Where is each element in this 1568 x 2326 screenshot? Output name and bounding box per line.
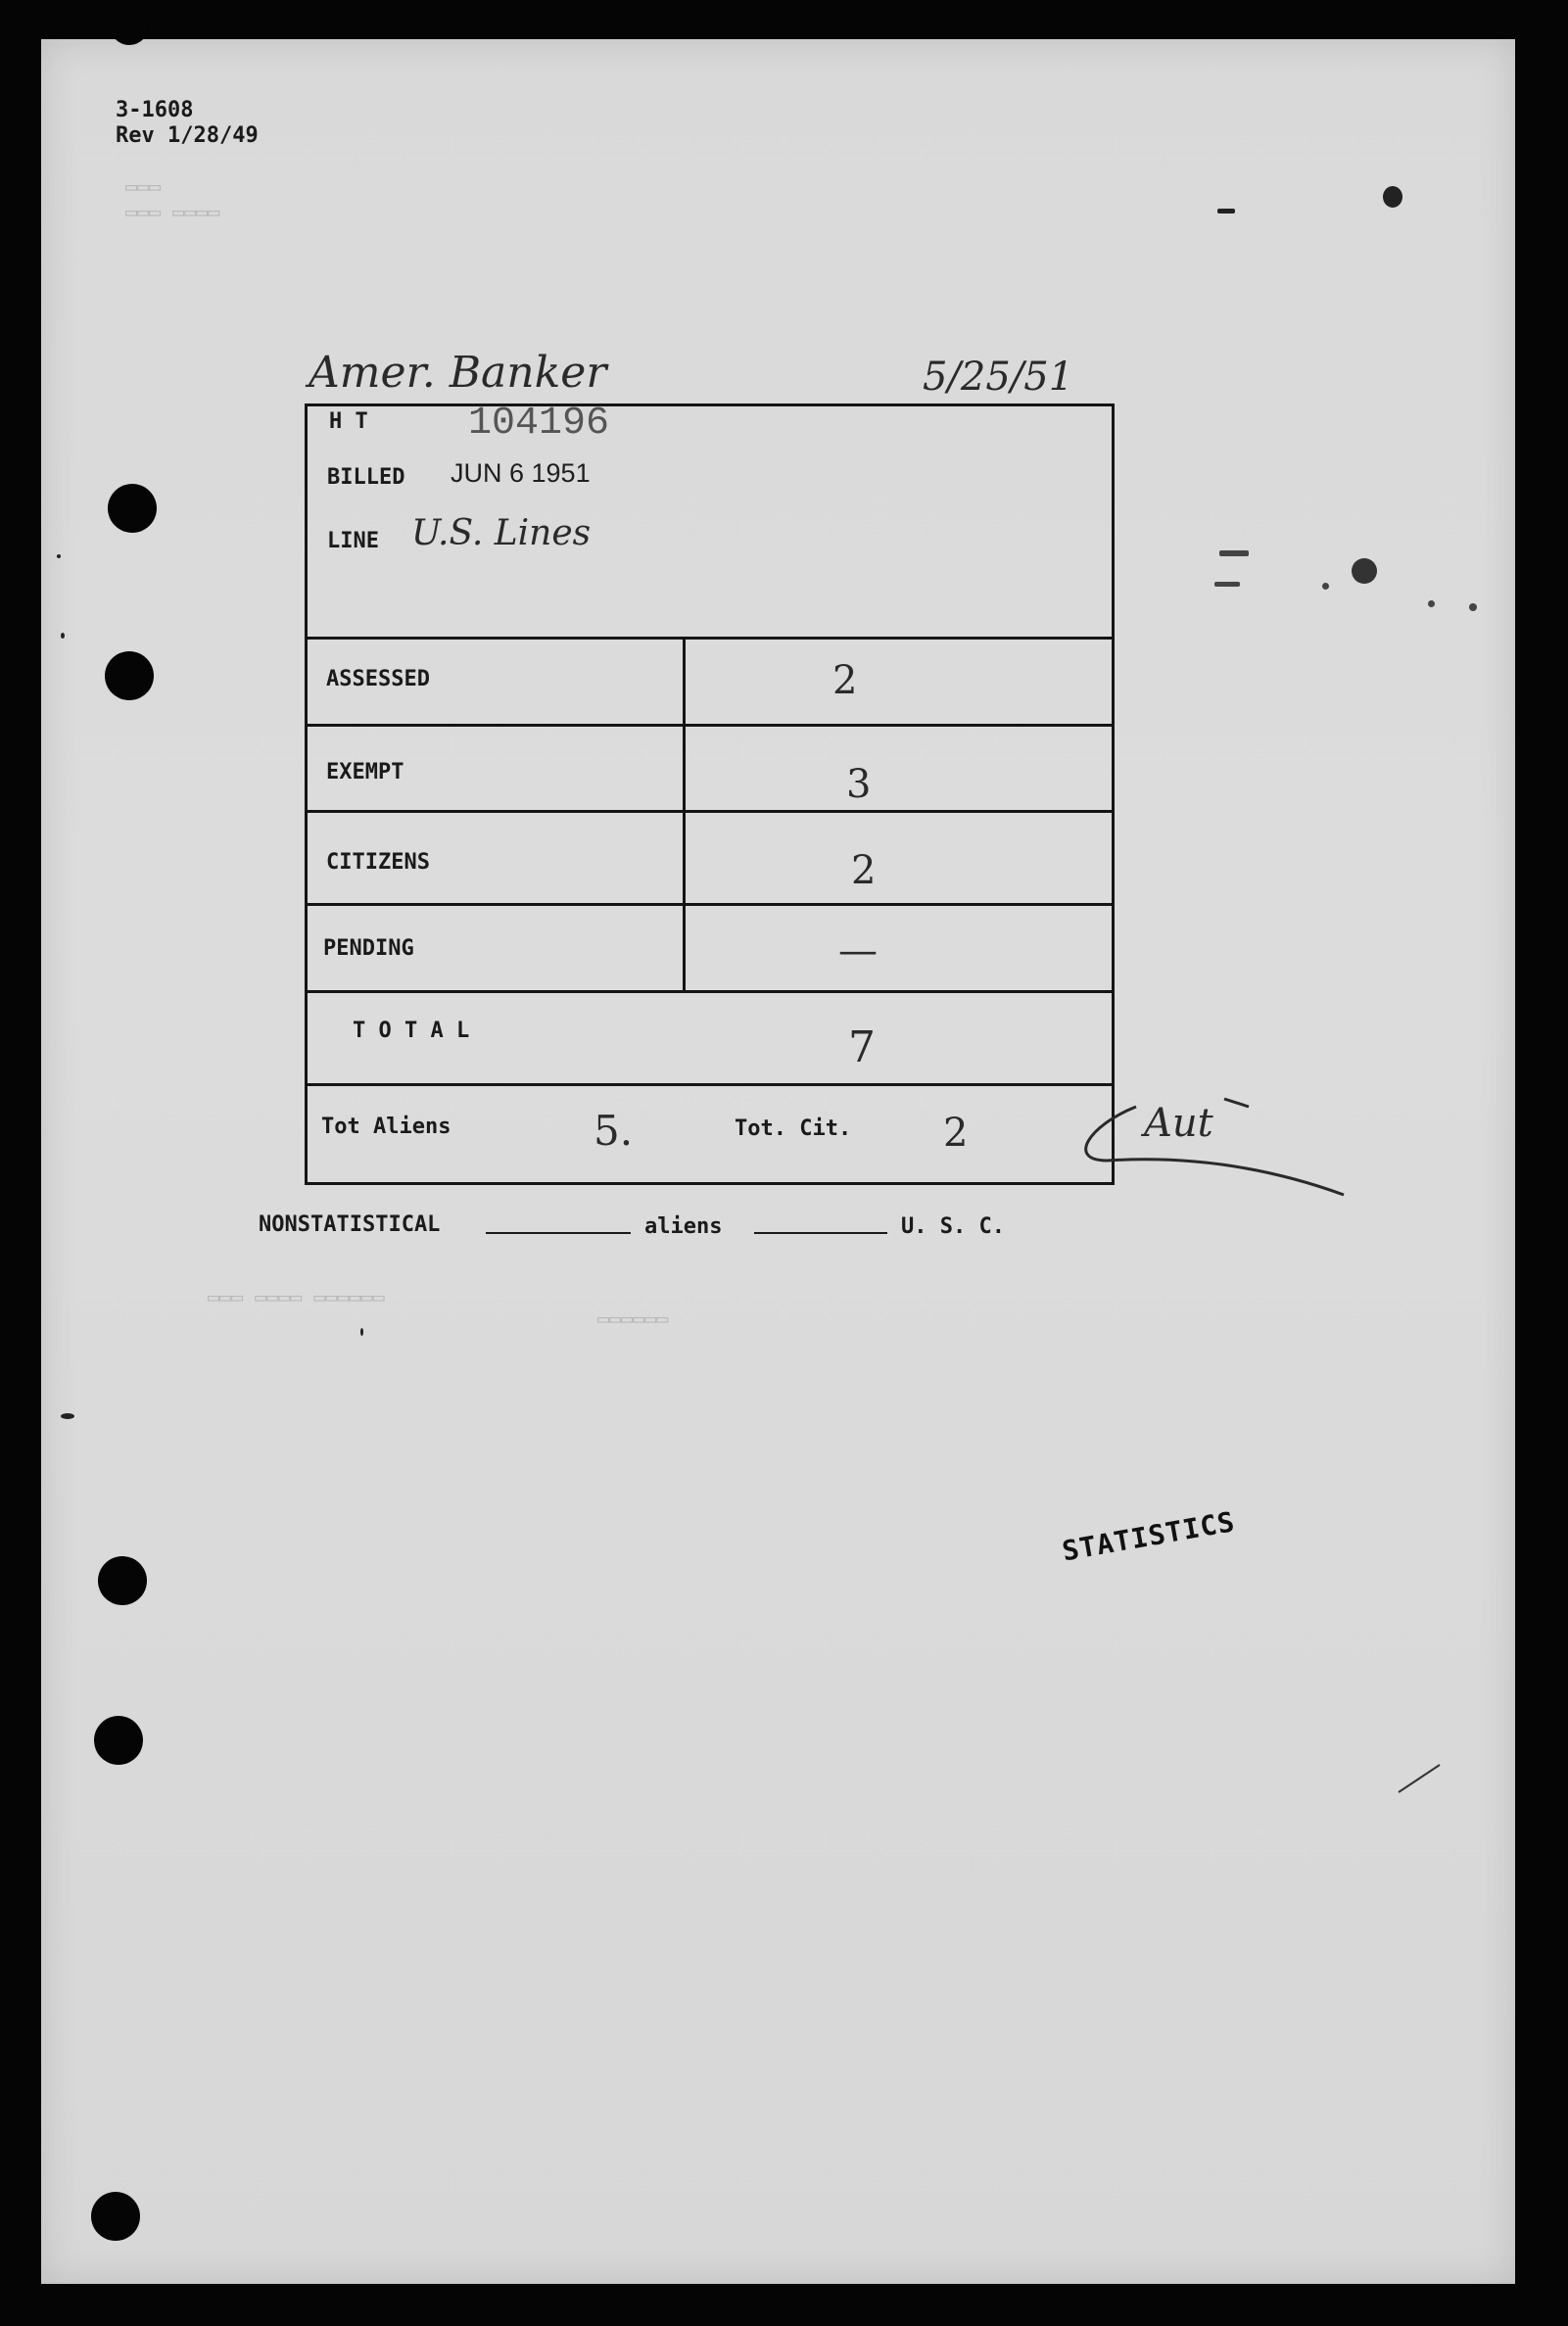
- ht-number: 104196: [468, 402, 610, 446]
- bleed-through-mark: ▭▭▭: [125, 174, 162, 198]
- scan-speck: [1428, 600, 1435, 607]
- arrival-date-handwritten: 5/25/51: [923, 355, 1074, 400]
- usc-label: U. S. C.: [901, 1214, 1005, 1239]
- scan-speck: [57, 554, 61, 558]
- table-rule: [305, 990, 1115, 993]
- row-label-exempt: EXEMPT: [326, 760, 404, 784]
- scan-speck: [360, 1328, 363, 1336]
- aliens-label: aliens: [644, 1214, 723, 1239]
- scan-speck: [61, 1413, 74, 1419]
- table-rule: [305, 637, 1115, 640]
- punch-hole: [91, 2192, 140, 2241]
- punch-hole: [105, 651, 154, 700]
- bleed-through-mark: ▭▭▭ ▭▭▭▭ ▭▭▭▭▭▭: [208, 1285, 385, 1308]
- punch-hole: [108, 484, 157, 533]
- tot-aliens-value: 5.: [594, 1107, 634, 1155]
- aliens-blank: [754, 1232, 887, 1234]
- tot-cit-label: Tot. Cit.: [735, 1116, 852, 1141]
- row-value-pending: —: [838, 928, 878, 973]
- vessel-name-handwritten: Amer. Banker: [309, 348, 607, 398]
- pen-mark: [1395, 1759, 1453, 1798]
- form-number: 3-1608: [116, 98, 194, 122]
- scan-speck: [1469, 603, 1477, 611]
- nonstatistical-label: NONSTATISTICAL: [259, 1212, 441, 1237]
- billed-label: BILLED: [327, 465, 405, 490]
- billed-date: JUN 6 1951: [451, 458, 591, 488]
- bleed-through-mark: ▭▭▭▭▭▭: [597, 1306, 669, 1330]
- scan-speck: [1214, 582, 1240, 587]
- initials-flourish: [1068, 1087, 1361, 1205]
- row-value-exempt: 3: [846, 762, 872, 807]
- punch-hole: [98, 1556, 147, 1605]
- line-value-handwritten: U.S. Lines: [411, 513, 592, 553]
- row-label-assessed: ASSESSED: [326, 667, 430, 691]
- line-label: LINE: [327, 529, 379, 553]
- scan-speck: [1219, 550, 1249, 556]
- column-divider: [683, 637, 686, 990]
- table-rule: [305, 724, 1115, 727]
- table-rule: [305, 810, 1115, 813]
- row-label-citizens: CITIZENS: [326, 850, 430, 875]
- tot-cit-value: 2: [943, 1111, 969, 1156]
- total-label: T O T A L: [353, 1019, 470, 1043]
- row-value-assessed: 2: [832, 658, 858, 703]
- tot-aliens-label: Tot Aliens: [321, 1115, 451, 1139]
- scan-speck: [1383, 186, 1402, 208]
- scan-speck: [1322, 583, 1329, 590]
- table-rule: [305, 1083, 1115, 1086]
- scan-speck: [1352, 558, 1377, 584]
- statistics-stamp: STATISTICS: [1060, 1504, 1238, 1568]
- nonstatistical-blank: [486, 1232, 631, 1234]
- ht-label: H T: [329, 409, 368, 434]
- form-revision: Rev 1/28/49: [116, 123, 259, 148]
- scan-speck: [61, 633, 65, 639]
- scan-speck: [1217, 209, 1235, 214]
- row-label-pending: PENDING: [323, 936, 414, 961]
- bleed-through-mark: ▭▭▭ ▭▭▭▭: [125, 200, 220, 223]
- total-value: 7: [848, 1022, 876, 1072]
- punch-hole: [94, 1716, 143, 1765]
- row-value-citizens: 2: [851, 848, 877, 893]
- reviewer-initials: Aut: [1144, 1101, 1213, 1146]
- table-rule: [305, 903, 1115, 906]
- punch-hole: [110, 6, 149, 45]
